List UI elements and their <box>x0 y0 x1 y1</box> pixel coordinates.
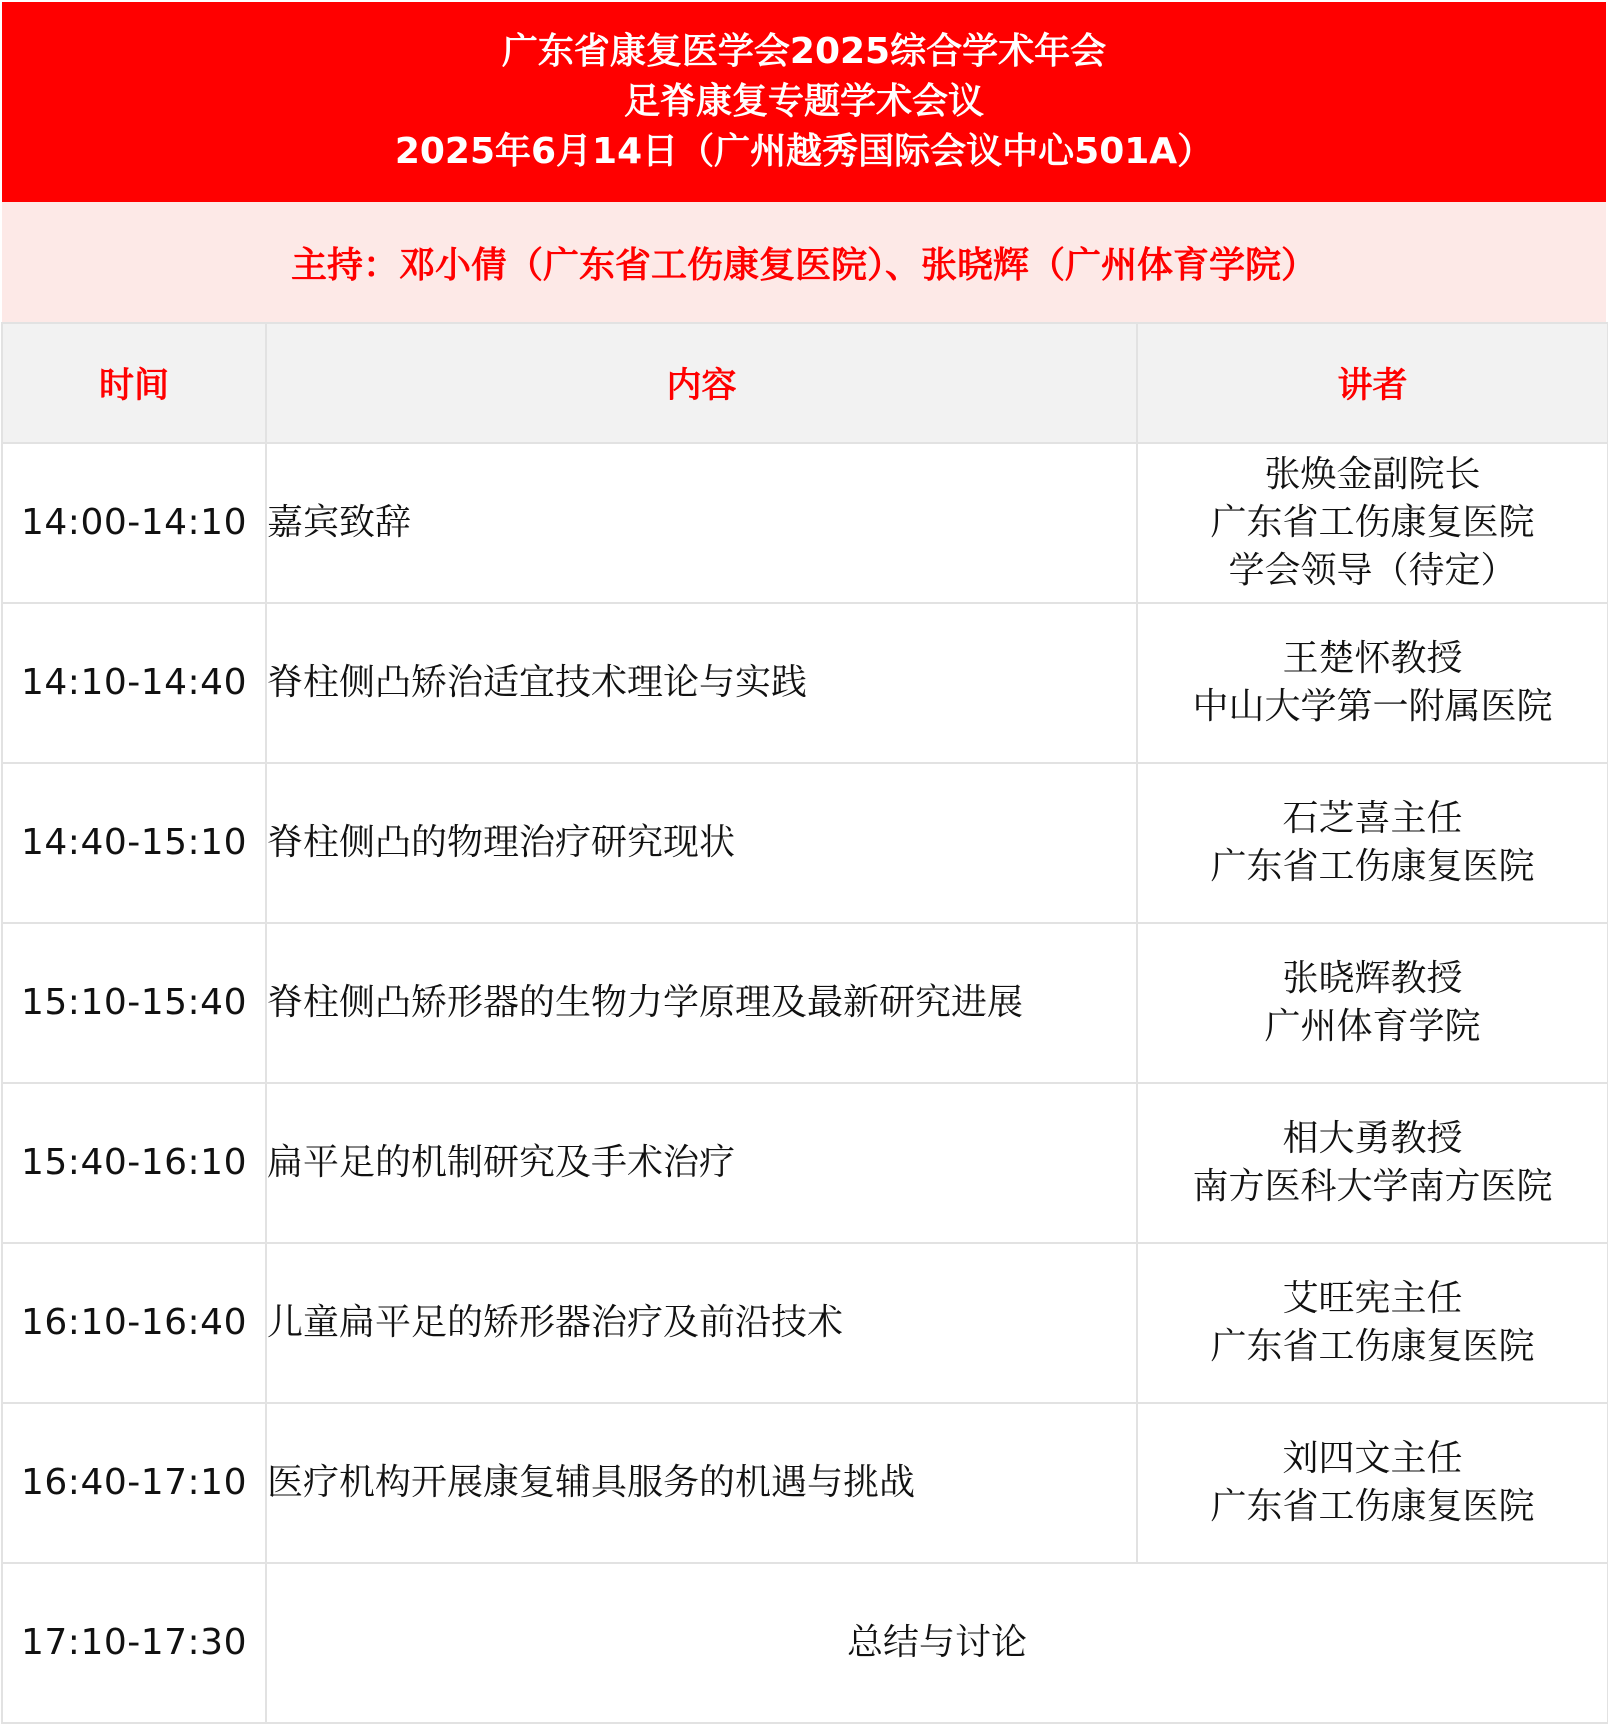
agenda-table <box>1 322 1608 1724</box>
table-row <box>2 443 1608 603</box>
time-cell: 14:00-14:10 <box>2 443 266 603</box>
time-cell: 14:40-15:10 <box>2 763 266 923</box>
content-cell: 嘉宾致辞 <box>266 443 1137 603</box>
speaker-name: 艾旺宪主任 <box>1282 1278 1463 1319</box>
time-cell: 15:40-16:10 <box>2 1083 266 1243</box>
speaker-name: 王楚怀教授 <box>1282 638 1463 679</box>
closing-row <box>2 1563 1608 1723</box>
speaker-cell <box>1137 603 1608 763</box>
time-cell: 17:10-17:30 <box>2 1563 266 1723</box>
speaker-cell <box>1137 1083 1608 1243</box>
column-header-speaker: 讲者 <box>1137 323 1608 443</box>
content-cell: 儿童扁平足的矫形器治疗及前沿技术 <box>266 1243 1137 1403</box>
speaker-name: 张焕金副院长 <box>1264 454 1481 495</box>
speaker-name: 石芝喜主任 <box>1282 798 1463 839</box>
speaker-extra: 学会领导（待定） <box>1228 550 1517 591</box>
hosts-text: 主持：邓小倩（广东省工伤康复医院）、张晓辉（广州体育学院） <box>290 244 1317 286</box>
speaker-name: 刘四文主任 <box>1282 1438 1463 1479</box>
time-cell: 16:10-16:40 <box>2 1243 266 1403</box>
speaker-affiliation: 南方医科大学南方医院 <box>1192 1166 1553 1207</box>
speaker-affiliation: 广东省工伤康复医院 <box>1210 1326 1535 1367</box>
speaker-name: 张晓辉教授 <box>1282 958 1463 999</box>
table-row <box>2 763 1608 923</box>
column-header-time: 时间 <box>2 323 266 443</box>
speaker-cell <box>1137 1403 1608 1563</box>
time-cell: 16:40-17:10 <box>2 1403 266 1563</box>
speaker-cell <box>1137 1243 1608 1403</box>
table-row <box>2 1403 1608 1563</box>
speaker-cell <box>1137 443 1608 603</box>
speaker-cell <box>1137 923 1608 1083</box>
hosts-banner <box>2 202 1606 322</box>
table-row <box>2 1083 1608 1243</box>
content-cell: 扁平足的机制研究及手术治疗 <box>266 1083 1137 1243</box>
speaker-affiliation: 中山大学第一附属医院 <box>1192 686 1553 727</box>
conference-header <box>2 2 1606 202</box>
column-header-content: 内容 <box>266 323 1137 443</box>
time-cell: 14:10-14:40 <box>2 603 266 763</box>
table-row <box>2 603 1608 763</box>
speaker-name: 相大勇教授 <box>1282 1118 1463 1159</box>
content-cell: 脊柱侧凸的物理治疗研究现状 <box>266 763 1137 923</box>
speaker-cell <box>1137 763 1608 923</box>
speaker-affiliation: 广州体育学院 <box>1264 1006 1481 1047</box>
header-subtitle-line: 足脊康复专题学术会议 <box>623 81 984 122</box>
column-header-row <box>2 323 1608 443</box>
header-title-line: 广东省康复医学会2025综合学术年会 <box>501 31 1107 72</box>
table-row <box>2 923 1608 1083</box>
content-cell: 脊柱侧凸矫形器的生物力学原理及最新研究进展 <box>266 923 1137 1083</box>
table-row <box>2 1243 1608 1403</box>
speaker-affiliation: 广东省工伤康复医院 <box>1210 846 1535 887</box>
summary-cell: 总结与讨论 <box>266 1563 1608 1723</box>
header-date-venue-line: 2025年6月14日（广州越秀国际会议中心501A） <box>394 131 1214 172</box>
content-cell: 医疗机构开展康复辅具服务的机遇与挑战 <box>266 1403 1137 1563</box>
time-cell: 15:10-15:40 <box>2 923 266 1083</box>
speaker-affiliation: 广东省工伤康复医院 <box>1210 502 1535 543</box>
content-cell: 脊柱侧凸矫治适宜技术理论与实践 <box>266 603 1137 763</box>
speaker-affiliation: 广东省工伤康复医院 <box>1210 1486 1535 1527</box>
